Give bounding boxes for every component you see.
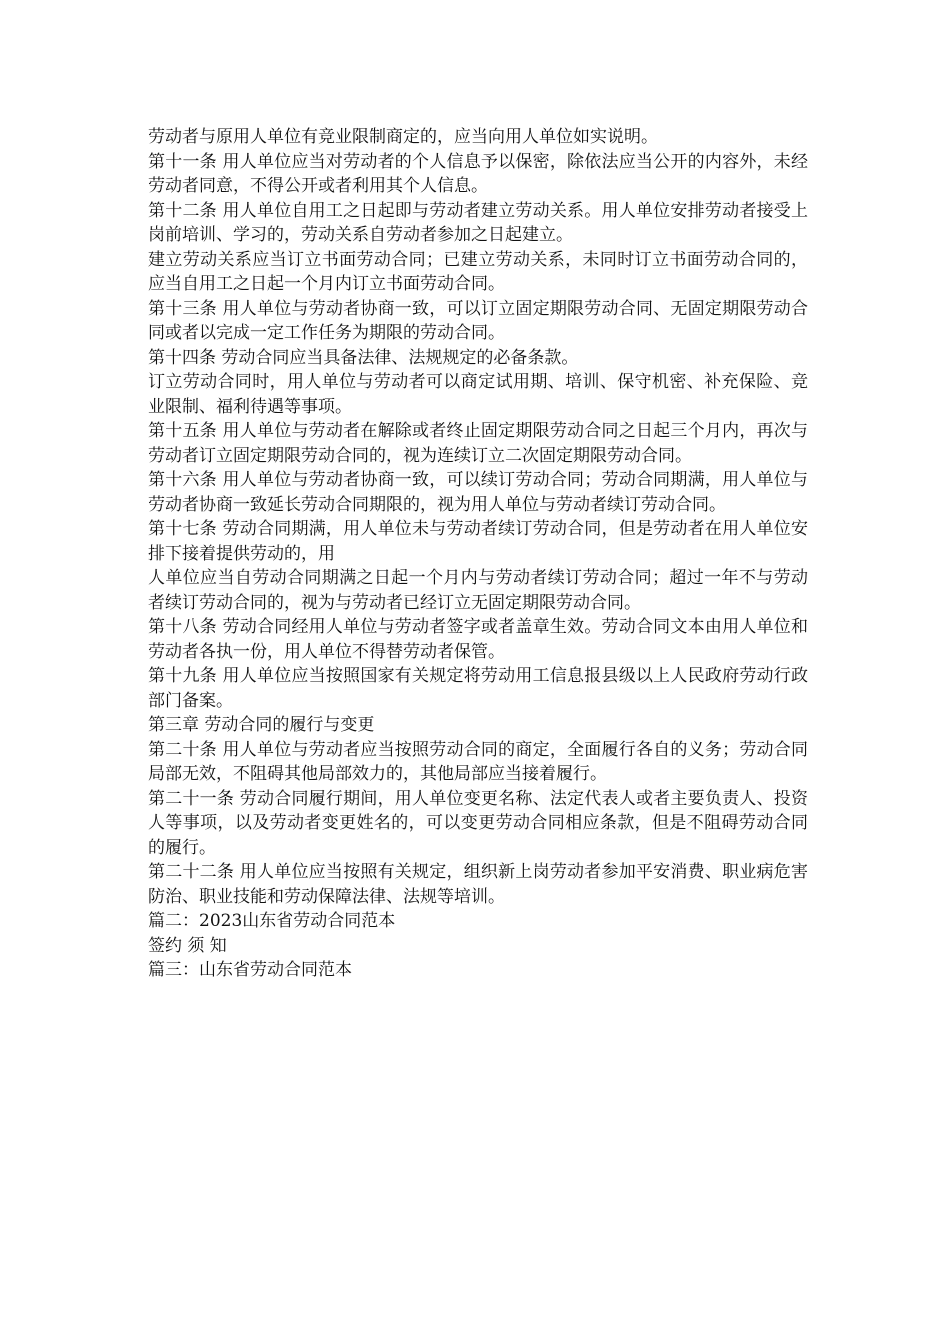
article-11: 第十一条 用人单位应当对劳动者的个人信息予以保密，除依法应当公开的内容外，未经劳动者同意，不得公开或者利用其个人信息。 (148, 151, 808, 196)
article-12: 第十二条 用人单位自用工之日起即与劳动者建立劳动关系。用人单位安排劳动者接受上岗前培训、学习的，劳动关系自劳动者参加之日起建立。 (148, 200, 808, 245)
article-19: 第十九条 用人单位应当按照国家有关规定将劳动用工信息报县级以上人民政府劳动行政部门备案。 (148, 666, 808, 711)
document-body (148, 125, 808, 983)
article-13: 第十三条 用人单位与劳动者协商一致，可以订立固定期限劳动合同、无固定期限劳动合同或者以完成一定工作任务为期限的劳动合同。 (148, 298, 808, 343)
article-14: 第十四条 劳动合同应当具备法律、法规规定的必备条款。 (148, 347, 579, 368)
article-16: 第十六条 用人单位与劳动者协商一致，可以续订劳动合同；劳动合同期满，用人单位与劳动者协商一致延长劳动合同期限的，视为用人单位与劳动者续订劳动合同。 (148, 470, 808, 515)
paragraph: 劳动者与原用人单位有竞业限制商定的，应当向用人单位如实说明。 (148, 127, 658, 147)
chapter-heading: 第三章 劳动合同的履行与变更 (148, 715, 375, 735)
paragraph: 建立劳动关系应当订立书面劳动合同；已建立劳动关系，未同时订立书面劳动合同的，应当自用工之日起一个月内订立书面劳动合同。 (148, 249, 808, 294)
article-21: 第二十一条 劳动合同履行期间，用人单位变更名称、法定代表人或者主要负责人、投资人等事项，以及劳动者变更姓名的，可以变更劳动合同相应条款，但是不阻碍劳动合同的履行。 (148, 788, 808, 858)
section-heading: 篇三：山东省劳动合同范本 (148, 960, 352, 980)
section-heading: 篇二：2023山东省劳动合同范本 (148, 911, 396, 931)
article-20: 第二十条 用人单位与劳动者应当按照劳动合同的商定，全面履行各自的义务；劳动合同局部无效，不阻碍其他局部效力的，其他局部应当接着履行。 (148, 739, 808, 784)
article-22: 第二十二条 用人单位应当按照有关规定，组织新上岗劳动者参加平安消费、职业病危害防治、职业技能和劳动保障法律、法规等培训。 (148, 862, 808, 907)
article-18: 第十八条 劳动合同经用人单位与劳动者签字或者盖章生效。劳动合同文本由用人单位和劳动者各执一份，用人单位不得替劳动者保管。 (148, 617, 808, 662)
paragraph: 人单位应当自劳动合同期满之日起一个月内与劳动者续订劳动合同；超过一年不与劳动者续订劳动合同的，视为与劳动者已经订立无固定期限劳动合同。 (148, 568, 808, 613)
article-15: 第十五条 用人单位与劳动者在解除或者终止固定期限劳动合同之日起三个月内，再次与劳动者订立固定期限劳动合同的，视为连续订立二次固定期限劳动合同。 (148, 421, 808, 466)
section-heading: 签约 须 知 (148, 935, 227, 956)
paragraph: 订立劳动合同时，用人单位与劳动者可以商定试用期、培训、保守机密、补充保险、竞业限制、福利待遇等事项。 (148, 372, 808, 417)
article-17: 第十七条 劳动合同期满，用人单位未与劳动者续订劳动合同，但是劳动者在用人单位安排下接着提供劳动的，用 (148, 519, 808, 564)
